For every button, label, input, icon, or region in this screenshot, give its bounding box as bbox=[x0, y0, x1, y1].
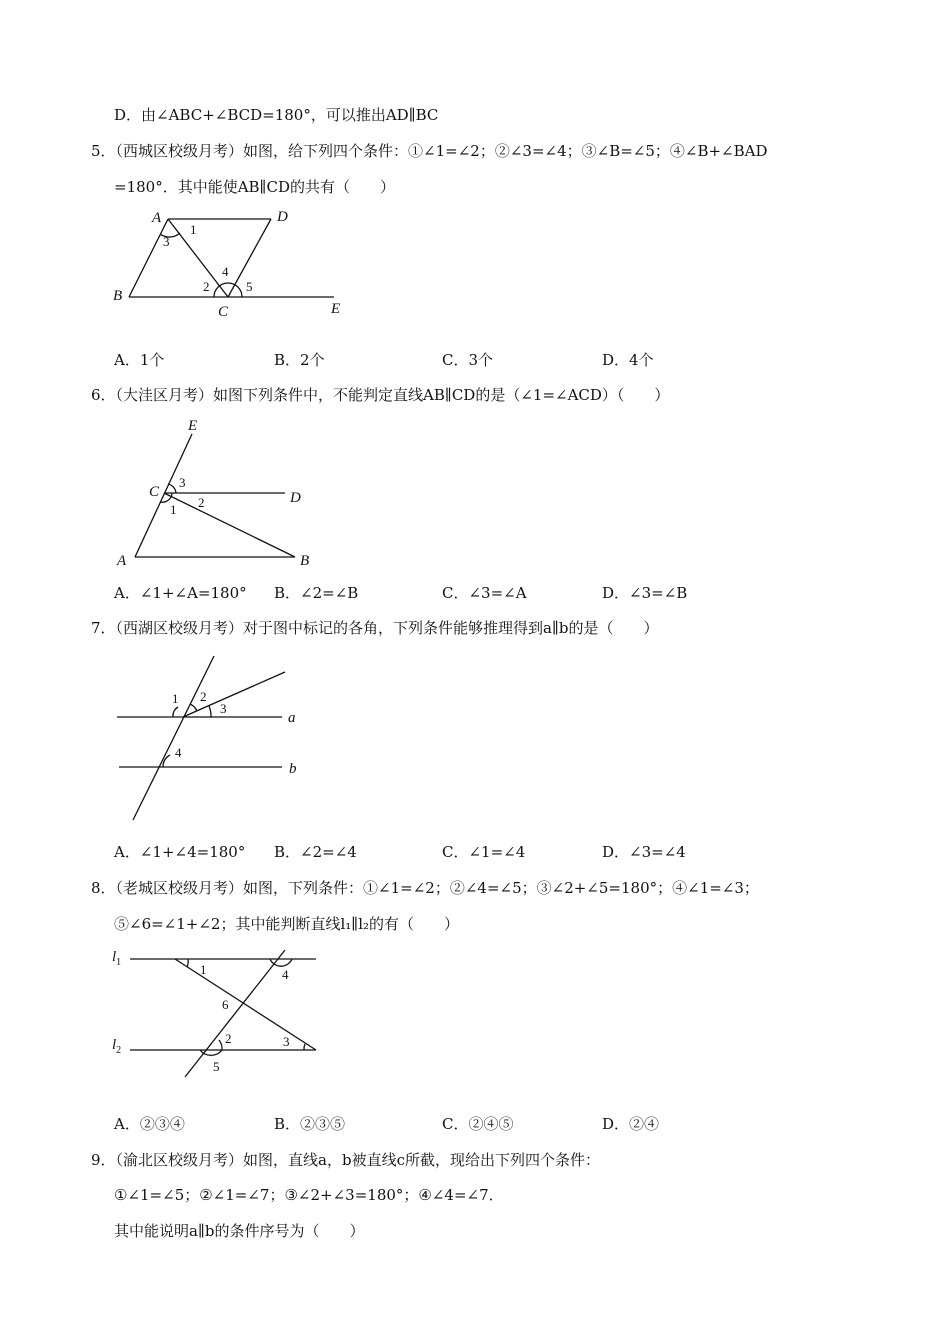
q6-angle-2: 2 bbox=[198, 495, 205, 510]
q5-label-a: A bbox=[152, 210, 162, 226]
q6-stem-line1: 6．（大洼区月考）如图下列条件中，不能判定直线AB∥CD的是（∠1=∠ACD）（ ） bbox=[91, 386, 670, 404]
q5-option-c: C．3个 bbox=[442, 351, 494, 369]
q6-label-b: B bbox=[300, 553, 310, 569]
q6-angle-1: 1 bbox=[170, 502, 177, 517]
q8-option-d: D．②④ bbox=[602, 1115, 660, 1133]
q6-label-e: E bbox=[188, 418, 198, 434]
q7-option-b: B．∠2=∠4 bbox=[274, 843, 357, 861]
q8-option-b: B．②③⑤ bbox=[274, 1115, 346, 1133]
q6-label-c: C bbox=[149, 484, 160, 500]
q7-label-a: a bbox=[288, 710, 296, 726]
q7-angle-4: 4 bbox=[175, 745, 182, 760]
q5-label-d: D bbox=[277, 209, 288, 225]
q8-angle-5: 5 bbox=[213, 1059, 220, 1074]
q8-option-a: A．②③④ bbox=[114, 1115, 185, 1133]
q5-stem-line1: 5．（西城区校级月考）如图，给下列四个条件：①∠1=∠2；②∠3=∠4；③∠B=∠5；④∠B+∠BAD bbox=[91, 142, 768, 160]
q7-option-d: D．∠3=∠4 bbox=[602, 843, 686, 861]
q8-label-l2-letter: l bbox=[112, 1037, 117, 1053]
q5-label-b: B bbox=[113, 288, 123, 304]
q8-label-l1-sub: 1 bbox=[116, 957, 122, 968]
q7-angle-3: 3 bbox=[220, 701, 227, 716]
q5-angle-3: 3 bbox=[163, 234, 170, 249]
q8-label-l2-sub: 2 bbox=[116, 1045, 122, 1056]
q5-stem-line2: =180°．其中能使AB∥CD的共有（ ） bbox=[114, 178, 395, 196]
q6-label-a: A bbox=[117, 553, 127, 569]
q5-label-c: C bbox=[218, 304, 229, 320]
q5-option-d: D．4个 bbox=[602, 351, 654, 369]
q5-angle-4: 4 bbox=[222, 264, 229, 279]
q9-stem-line1: 9．（渝北区校级月考）如图，直线a，b被直线c所截，现给出下列四个条件： bbox=[91, 1151, 600, 1169]
q4-option-d: D．由∠ABC+∠BCD=180°，可以推出AD∥BC bbox=[114, 106, 439, 124]
q5-angle-1: 1 bbox=[190, 222, 197, 237]
q8-label-l1 bbox=[112, 949, 121, 968]
q8-stem-line2: ⑤∠6=∠1+∠2；其中能判断直线l₁∥l₂的有（ ） bbox=[114, 915, 460, 933]
q5-angle-2: 2 bbox=[203, 279, 210, 294]
q8-angle-arc-2 bbox=[219, 1040, 222, 1050]
q8-angle-arc-1 bbox=[187, 959, 188, 967]
q6-angle-3: 3 bbox=[179, 475, 186, 490]
q9-stem-line2: ①∠1=∠5；②∠1=∠7；③∠2+∠3=180°；④∠4=∠7． bbox=[114, 1186, 504, 1204]
q5-angle-5: 5 bbox=[246, 279, 253, 294]
q8-angle-4: 4 bbox=[282, 967, 289, 982]
q8-stem-line1: 8．（老城区校级月考）如图，下列条件：①∠1=∠2；②∠4=∠5；③∠2+∠5=180°；④∠1=∠3； bbox=[91, 879, 759, 897]
q6-option-a: A．∠1+∠A=180° bbox=[114, 584, 247, 602]
q6-option-b: B．∠2=∠B bbox=[274, 584, 359, 602]
q8-angle-2: 2 bbox=[225, 1031, 232, 1046]
q8-angle-arc-3 bbox=[304, 1044, 305, 1050]
q7-angle-2: 2 bbox=[200, 689, 207, 704]
q7-option-c: C．∠1=∠4 bbox=[442, 843, 526, 861]
q8-angle-6: 6 bbox=[222, 997, 229, 1012]
q7-angle-1: 1 bbox=[172, 691, 179, 706]
q6-option-c: C．∠3=∠A bbox=[442, 584, 527, 602]
q7-stem-line1: 7．（西湖区校级月考）对于图中标记的各角，下列条件能够推理得到a∥b的是（ ） bbox=[91, 619, 659, 637]
q9-stem-line3: 其中能说明a∥b的条件序号为（ ） bbox=[114, 1222, 365, 1240]
q5-label-e: E bbox=[331, 301, 341, 317]
q7-option-a: A．∠1+∠4=180° bbox=[114, 843, 246, 861]
q8-label-l1-letter: l bbox=[112, 949, 117, 965]
q8-angle-1: 1 bbox=[200, 962, 207, 977]
q5-option-b: B．2个 bbox=[274, 351, 325, 369]
q8-option-c: C．②④⑤ bbox=[442, 1115, 514, 1133]
q6-option-d: D．∠3=∠B bbox=[602, 584, 688, 602]
q6-label-d: D bbox=[290, 490, 301, 506]
q8-label-l2 bbox=[112, 1037, 121, 1056]
q7-label-b: b bbox=[289, 761, 297, 777]
q8-angle-3: 3 bbox=[283, 1034, 290, 1049]
q5-option-a: A．1个 bbox=[114, 351, 165, 369]
q8-transversal-1 bbox=[175, 959, 316, 1050]
